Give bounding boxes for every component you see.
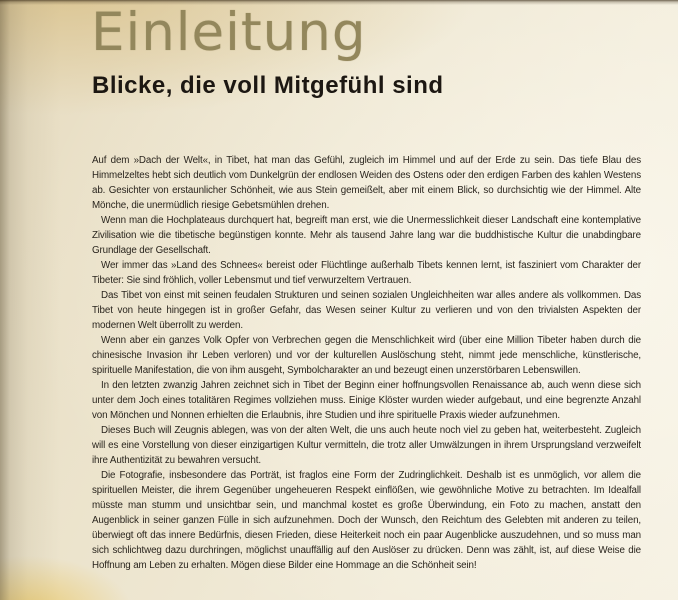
- body-text: [92, 153, 641, 573]
- paragraph: In den letzten zwanzig Jahren zeichnet sich in Tibet der Beginn einer hoffnungsvollen Renaissance ab, auch wenn diese sich unter dem Joch eines totalitären Regimes vollziehen muss. Einige Klöster wurden wieder aufgebaut, und eine begrenzte Anzahl von Mönchen und Nonnen erhielten die Erlaubnis, ihre Studien und ihre spirituelle Praxis wieder aufzunehmen.: [92, 380, 641, 421]
- paragraph: Die Fotografie, insbesondere das Porträt, ist fraglos eine Form der Zudringlichkeit. Deshalb ist es unmöglich, vor allem die spirituellen Meister, die ihrem Gegenüber ungeheueren Respekt einflößen, wie gewöhnliche Motive zu betrachten. Im Idealfall müsste man stumm und unsichtbar sein, und manchmal kostet es große Überwindung, ein Foto zu machen, anstatt den Augenblick in seiner ganzen Fülle in sich aufzunehmen. Doch der Wunsch, den Reichtum des Gelebten mit anderen zu teilen, überwiegt oft das innere Bedürfnis, diesen Frieden, diese Heiterkeit noch ein paar Augenblicke auszudehnen, und so muss man sich schlichtweg dazu durchringen, möglichst unauffällig auf den Auslöser zu drücken. Denn was zählt, ist, auf diese Weise die Hoffnung am Leben zu erhalten. Mögen diese Bilder eine Hommage an die Schönheit sein!: [92, 470, 641, 571]
- paragraph: Auf dem »Dach der Welt«, in Tibet, hat man das Gefühl, zugleich im Himmel und auf der Erde zu sein. Das tiefe Blau des Himmelzeltes hebt sich deutlich vom Dunkelgrün der endlosen Weiden des Ostens oder den erdigen Farben des kahlen Westens ab. Gesichter von erstaunlicher Schönheit, wie aus Stein gemeißelt, aber mit einem Blick, so durchsichtig wie der Himmel. Alte Mönche, die unermüdlich riesige Gebetsmühlen drehen.: [92, 155, 641, 211]
- paragraph: Wenn aber ein ganzes Volk Opfer von Verbrechen gegen die Menschlichkeit wird (über eine Million Tibeter haben durch die chinesische Invasion ihr Leben verloren) und vor der kulturellen Auslöschung steht, nimmt jede menschliche, künstlerische, spirituelle Manifestation, die von ihm ausgeht, Symbolcharakter an und bezeugt einen unzerstörbaren Lebenswillen.: [92, 335, 641, 376]
- paragraph: Wer immer das »Land des Schnees« bereist oder Flüchtlinge außerhalb Tibets kennen lernt, ist fasziniert vom Charakter der Tibeter: Sie sind fröhlich, voller Lebensmut und tief verwurzeltem Vertrauen.: [92, 260, 641, 286]
- paragraph: Wenn man die Hochplateaus durchquert hat, begreift man erst, wie die Unermesslichkeit dieser Landschaft eine kontemplative Zivilisation wie die tibetische begünstigen konnte. Mehr als tausend Jahre lang war die buddhistische Kultur die unabdingbare Grundlage der Gesellschaft.: [92, 215, 641, 256]
- page-subtitle: Blicke, die voll Mitgefühl sind: [92, 72, 444, 99]
- page-title: Einleitung: [91, 2, 367, 63]
- paragraph: Dieses Buch will Zeugnis ablegen, was von der alten Welt, die uns auch heute noch viel zu geben hat, weiterbesteht. Zugleich will es eine Vorstellung von dieser einzigartigen Kultur vermitteln, die trotz aller Umwälzungen in ihrem Ursprungsland verzweifelt ihre Authentizität zu bewahren versucht.: [92, 425, 641, 466]
- paragraph: Das Tibet von einst mit seinen feudalen Strukturen und seinen sozialen Ungleichheiten war alles andere als vollkommen. Das Tibet von heute hingegen ist in großer Gefahr, das Wesen seiner Kultur zu verlieren und von den trivialsten Aspekten der modernen Welt überrollt zu werden.: [92, 290, 641, 331]
